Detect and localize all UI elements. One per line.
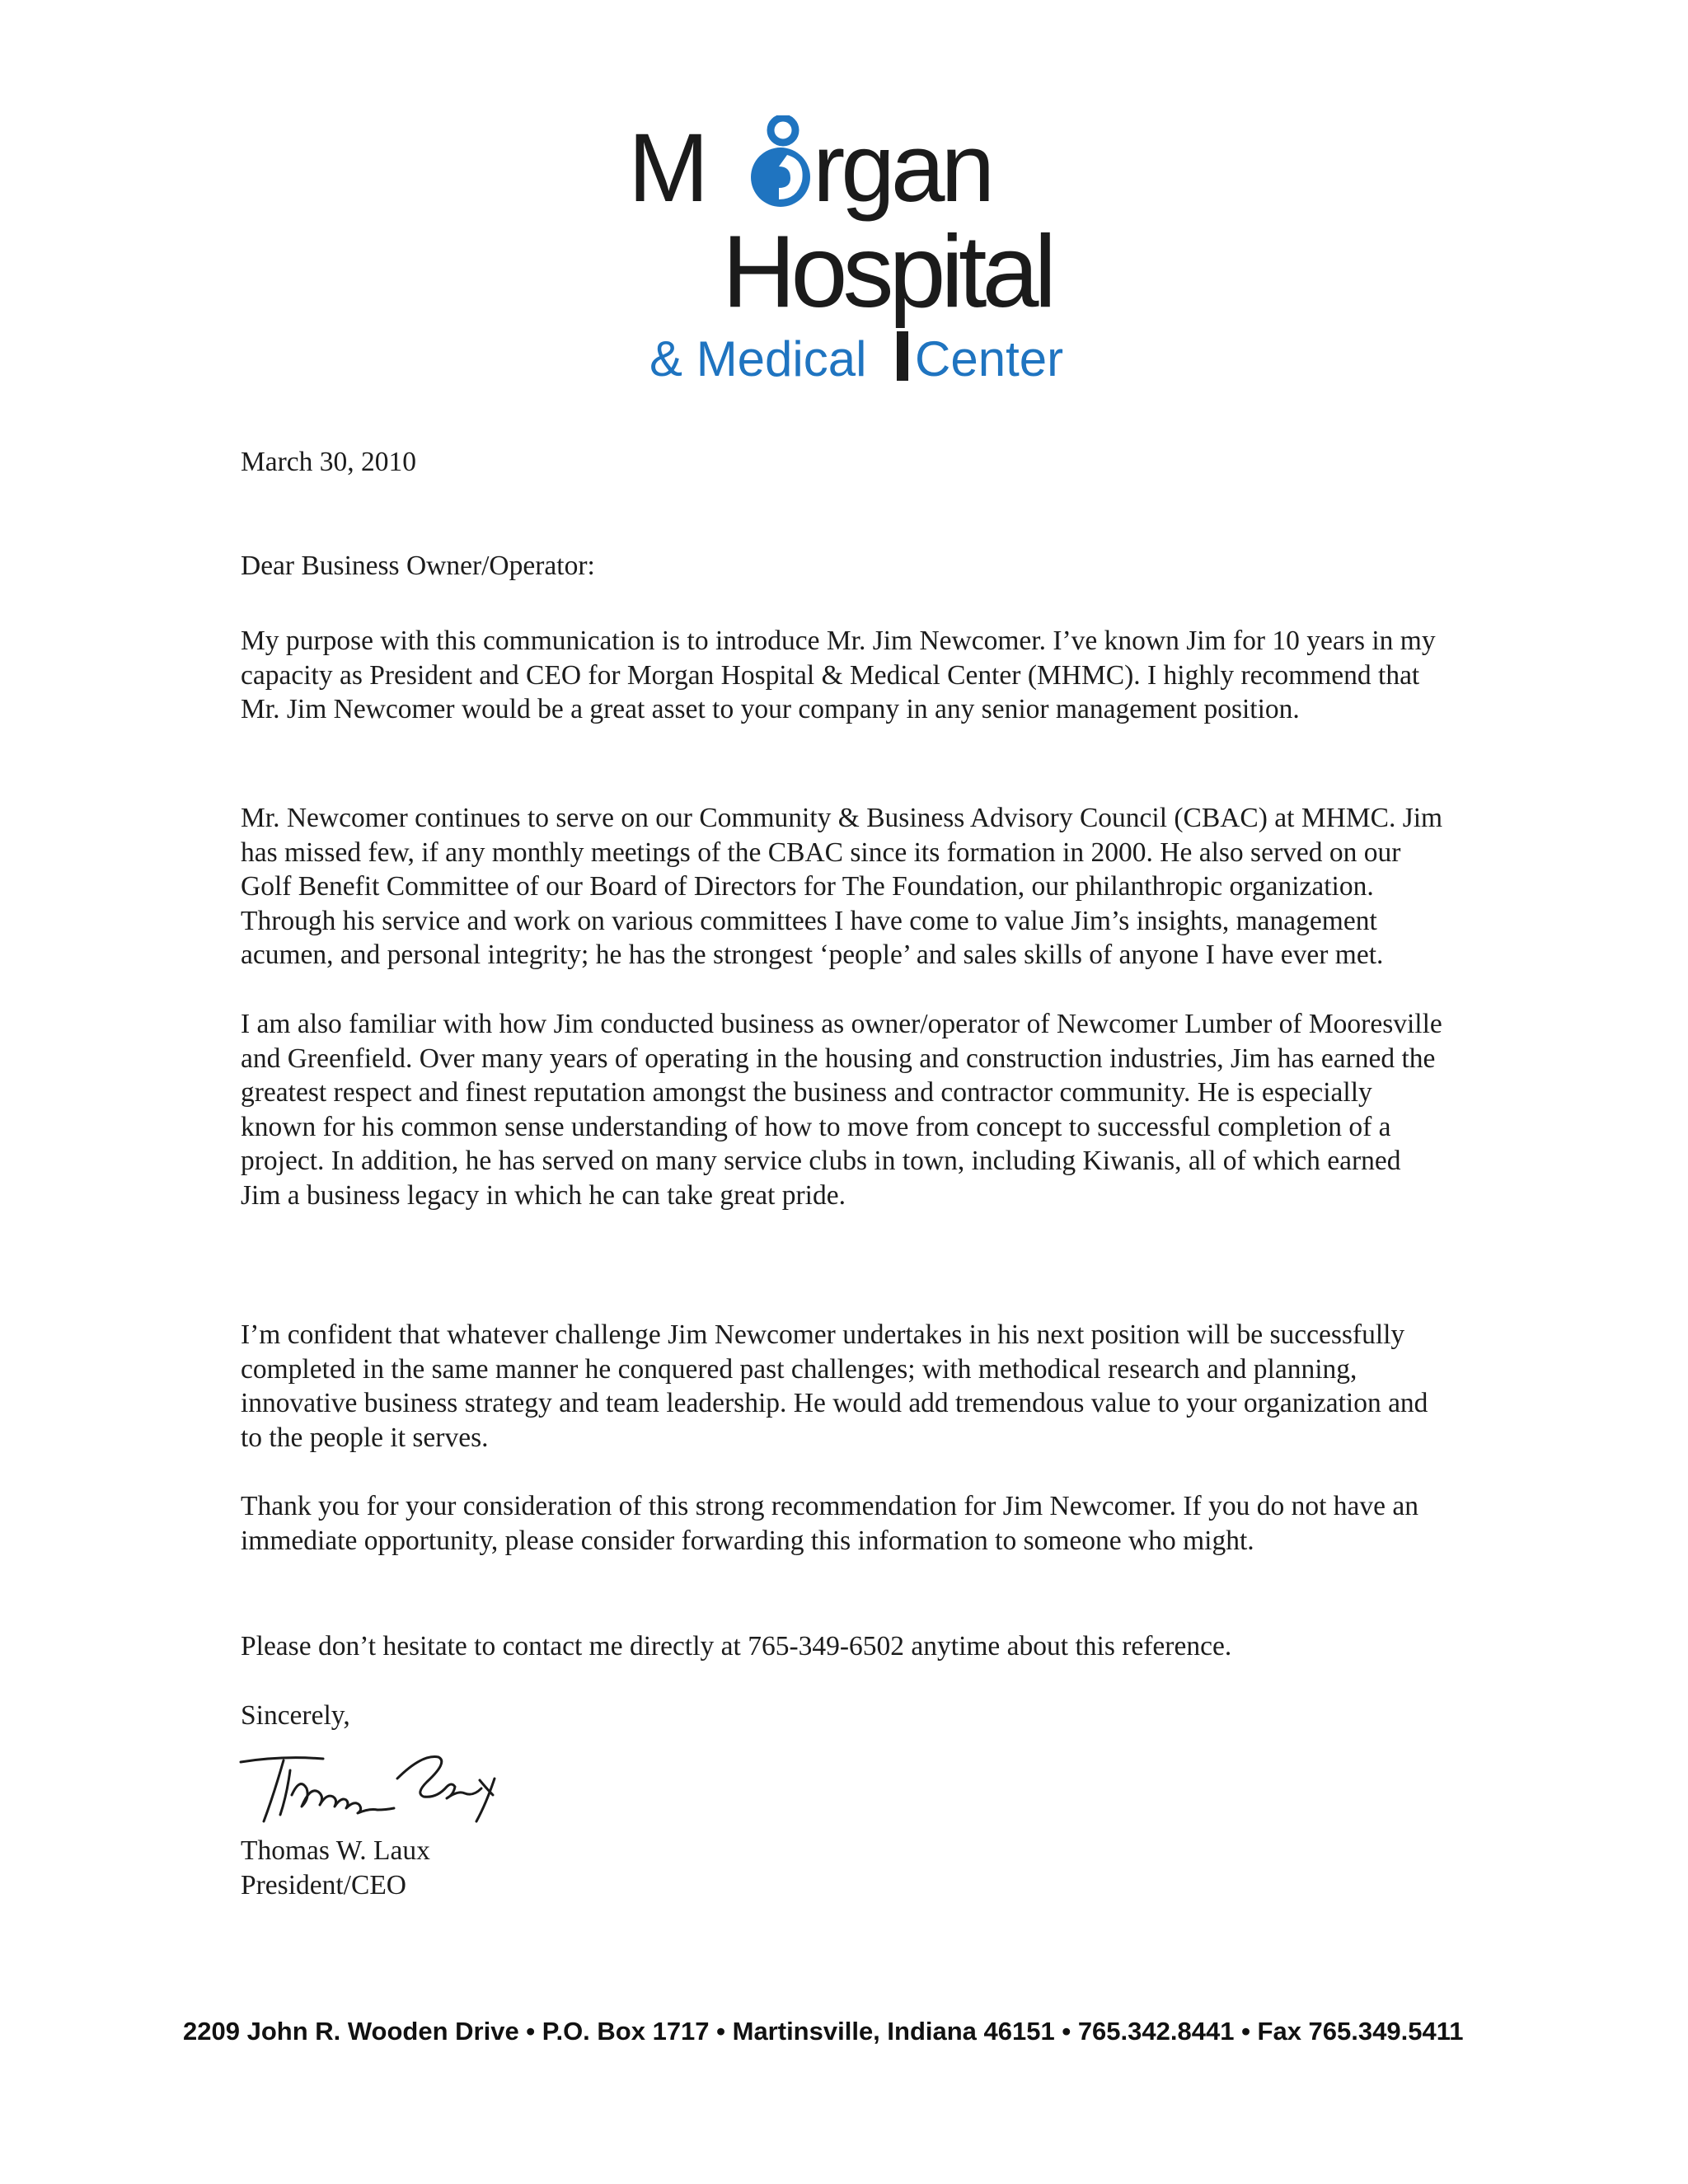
logo-text-hospital: Hospital bbox=[722, 215, 1052, 329]
logo-text-m: M bbox=[628, 115, 706, 223]
logo-divider-bar bbox=[897, 331, 908, 381]
paragraph-confidence: I’m confident that whatever challenge Jim Newcomer undertakes in his next position will be successfully completed in the same manner he conquered past challenges; with methodical research and planning, innovative business strategy and team leadership. He would add tremendous value to your organization and to the people it serves. bbox=[241, 1319, 1428, 1453]
paragraph-thanks: Thank you for your consideration of this strong recommendation for Jim Newcomer. If you do not have an immediate opportunity, please consider forwarding this information to someone who might. bbox=[241, 1491, 1418, 1556]
logo-text-medical: & Medical bbox=[649, 331, 867, 387]
handwritten-signature bbox=[232, 1746, 529, 1840]
paragraph-business-history: I am also familiar with how Jim conducted business as owner/operator of Newcomer Lumber of Mooresville and Greenfield. Over many years of operating in the housing and construction industries, Jim has earned the greatest respect and finest reputation amongst the business and contractor community. He is especially known for his common sense understanding of how to move from concept to successful completion of a project. In addition, he has served on many service clubs in town, including Kiwanis, all of which earned Jim a business legacy in which he can take great pride. bbox=[241, 1009, 1442, 1211]
paragraph-contact: Please don’t hesitate to contact me directly at 765-349-6502 anytime about this reference. bbox=[241, 1631, 1232, 1661]
logo-text-rgan: rgan bbox=[813, 115, 992, 223]
salutation: Dear Business Owner/Operator: bbox=[241, 551, 595, 581]
signature-graphic bbox=[232, 1746, 529, 1840]
paragraph-council-service: Mr. Newcomer continues to serve on our Community & Business Advisory Council (CBAC) at MHMC. Jim has missed few, if any monthly meetings of the CBAC since its formation in 2000. He also served on our Golf Benefit Committee of our Board of Directors for The Foundation, our philanthropic organization. Through his service and work on various committees I have come to value Jim’s insights, management acumen, and personal integrity; he has the strongest ‘people’ and sales skills of anyone I have ever met. bbox=[241, 803, 1443, 970]
signer-name: Thomas W. Laux bbox=[241, 1835, 430, 1866]
paragraph-introduction: My purpose with this communication is to introduce Mr. Jim Newcomer. I’ve known Jim for 10 years in my capacity as President and CEO for Morgan Hospital & Medical Center (MHMC). I highly recommend that Mr. Jim Newcomer would be a great asset to your company in any senior management position. bbox=[241, 626, 1436, 724]
hospital-logo bbox=[618, 115, 1096, 396]
closing: Sincerely, bbox=[241, 1700, 350, 1731]
signer-title: President/CEO bbox=[241, 1870, 406, 1900]
footer-address: 2209 John R. Wooden Drive • P.O. Box 1717 • Martinsville, Indiana 46151 • 765.342.8441 • Fax 765.349.5411 bbox=[183, 2017, 1464, 2046]
hospital-logo-graphic bbox=[618, 115, 1096, 396]
figure-icon bbox=[751, 118, 810, 207]
letter-date: March 30, 2010 bbox=[241, 447, 417, 477]
logo-text-center: Center bbox=[915, 331, 1064, 387]
